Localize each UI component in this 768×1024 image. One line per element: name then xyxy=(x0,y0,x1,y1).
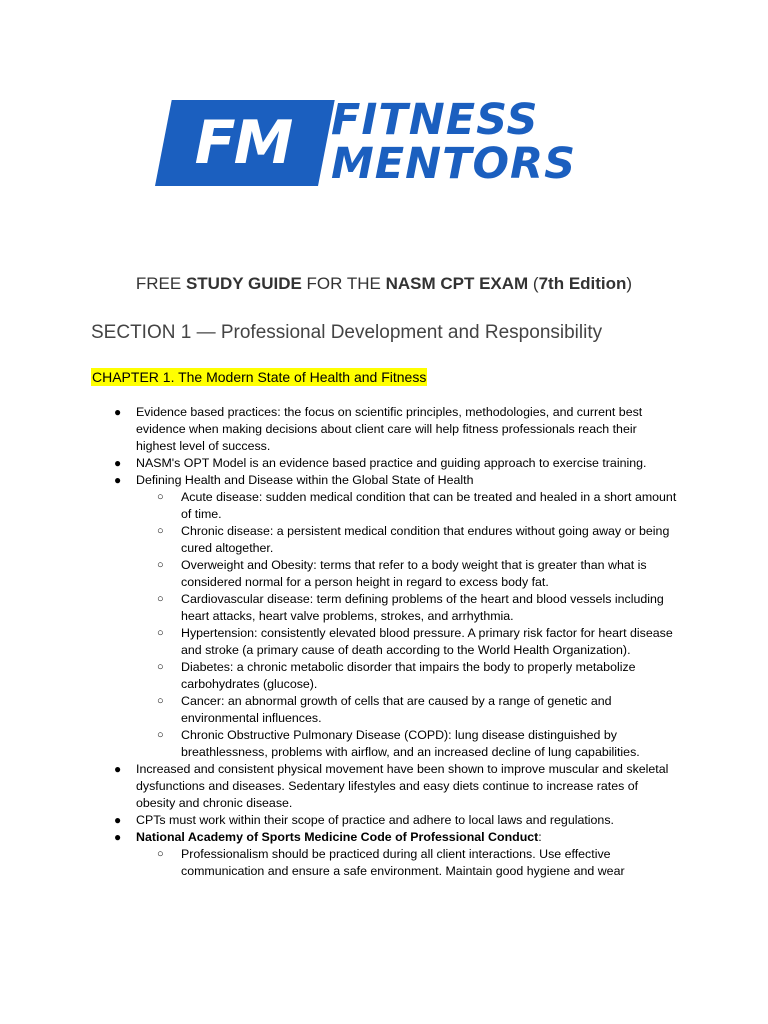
sub-list-item xyxy=(0,693,678,727)
hollow-bullet-icon: ○ xyxy=(157,695,164,707)
sub-list-item-text: Chronic Obstructive Pulmonary Disease (COPD): lung disease distinguished by breathlessness, problems with airflow, and an increased decline of lung capabilities. xyxy=(181,728,640,759)
hollow-bullet-icon: ○ xyxy=(157,729,164,741)
sub-list-item-text: Diabetes: a chronic metabolic disorder that impairs the body to properly metabolize carbohydrates (glucose). xyxy=(181,660,636,691)
title-part-for-the: FOR THE xyxy=(301,274,386,293)
bullet-icon: ● xyxy=(114,830,122,844)
sub-list-item xyxy=(0,557,678,591)
section-heading: SECTION 1 — Professional Development and Responsibility xyxy=(91,322,603,343)
hollow-bullet-icon: ○ xyxy=(157,627,164,639)
chapter-heading: CHAPTER 1. The Modern State of Health and Fitness xyxy=(92,369,427,385)
bullet-icon: ● xyxy=(114,813,122,827)
sub-list-item xyxy=(0,727,678,761)
list-item xyxy=(0,472,676,489)
list-item xyxy=(0,404,676,455)
list-item-text: CPTs must work within their scope of practice and adhere to local laws and regulations. xyxy=(136,813,614,827)
logo-word-mentors: MENTORS xyxy=(331,139,577,189)
logo-badge-text: FM xyxy=(194,108,292,178)
sub-list-item xyxy=(0,625,678,659)
list-item-text: Evidence based practices: the focus on scientific principles, methodologies, and current best evidence when making decisions about client care will help fitness professionals reach their highest level of success. xyxy=(136,405,643,453)
list-item xyxy=(0,829,676,846)
bullet-icon: ● xyxy=(114,473,122,487)
hollow-bullet-icon: ○ xyxy=(157,525,164,537)
code-of-conduct-colon: : xyxy=(538,830,542,844)
title-part-close-paren: ) xyxy=(626,274,633,293)
sub-list-item-text: Professionalism should be practiced during all client interactions. Use effective communication and ensure a safe environment. Maintain good hygiene and wear xyxy=(181,847,625,878)
title-part-study-guide: STUDY GUIDE xyxy=(185,274,302,293)
sub-list-item xyxy=(0,489,678,523)
sub-list-item xyxy=(0,523,678,557)
fitness-mentors-logo xyxy=(155,95,615,190)
title-part-open-paren: ( xyxy=(528,274,539,293)
hollow-bullet-icon: ○ xyxy=(157,491,164,503)
list-item xyxy=(0,761,676,812)
document-title xyxy=(0,274,768,294)
title-part-free: FREE xyxy=(135,274,186,293)
sub-list-item-text: Acute disease: sudden medical condition that can be treated and healed in a short amount of time. xyxy=(181,490,677,521)
list-item-text: Increased and consistent physical movement have been shown to improve muscular and skeletal dysfunctions and diseases. Sedentary lifestyles and easy diets continue to increase rates of obesity and chronic disease. xyxy=(136,762,669,810)
sub-list-item-text: Hypertension: consistently elevated blood pressure. A primary risk factor for heart disease and stroke (a primary cause of death according to the World Health Organization). xyxy=(181,626,673,657)
sub-list-item xyxy=(0,846,678,880)
hollow-bullet-icon: ○ xyxy=(157,559,164,571)
bullet-icon: ● xyxy=(114,405,122,419)
logo-word-fitness: FITNESS xyxy=(331,95,539,145)
bullet-icon: ● xyxy=(114,456,122,470)
sub-list-item-text: Overweight and Obesity: terms that refer to a body weight that is greater than what is considered normal for a person height in regard to excess body fat. xyxy=(181,558,647,589)
sub-list-item-text: Cancer: an abnormal growth of cells that are caused by a range of genetic and environmental influences. xyxy=(181,694,612,725)
list-item-text: Defining Health and Disease within the Global State of Health xyxy=(136,473,474,487)
code-of-conduct-heading: National Academy of Sports Medicine Code of Professional Conduct xyxy=(136,830,539,844)
sub-list-item xyxy=(0,591,678,625)
sub-list-item-text: Cardiovascular disease: term defining problems of the heart and blood vessels including heart attacks, heart valve problems, strokes, and arrhythmia. xyxy=(181,592,664,623)
list-item-text: NASM's OPT Model is an evidence based practice and guiding approach to exercise training. xyxy=(136,456,647,470)
title-part-exam: NASM CPT EXAM xyxy=(385,274,529,293)
hollow-bullet-icon: ○ xyxy=(157,661,164,673)
sub-list-item-text: Chronic disease: a persistent medical condition that endures without going away or being cured altogether. xyxy=(181,524,670,555)
title-part-edition: 7th Edition xyxy=(538,274,627,293)
list-item xyxy=(0,455,676,472)
sub-list-item xyxy=(0,659,678,693)
bullet-icon: ● xyxy=(114,762,122,776)
hollow-bullet-icon: ○ xyxy=(157,593,164,605)
study-guide-list xyxy=(0,404,768,880)
list-item xyxy=(0,812,676,829)
hollow-bullet-icon: ○ xyxy=(157,848,164,860)
